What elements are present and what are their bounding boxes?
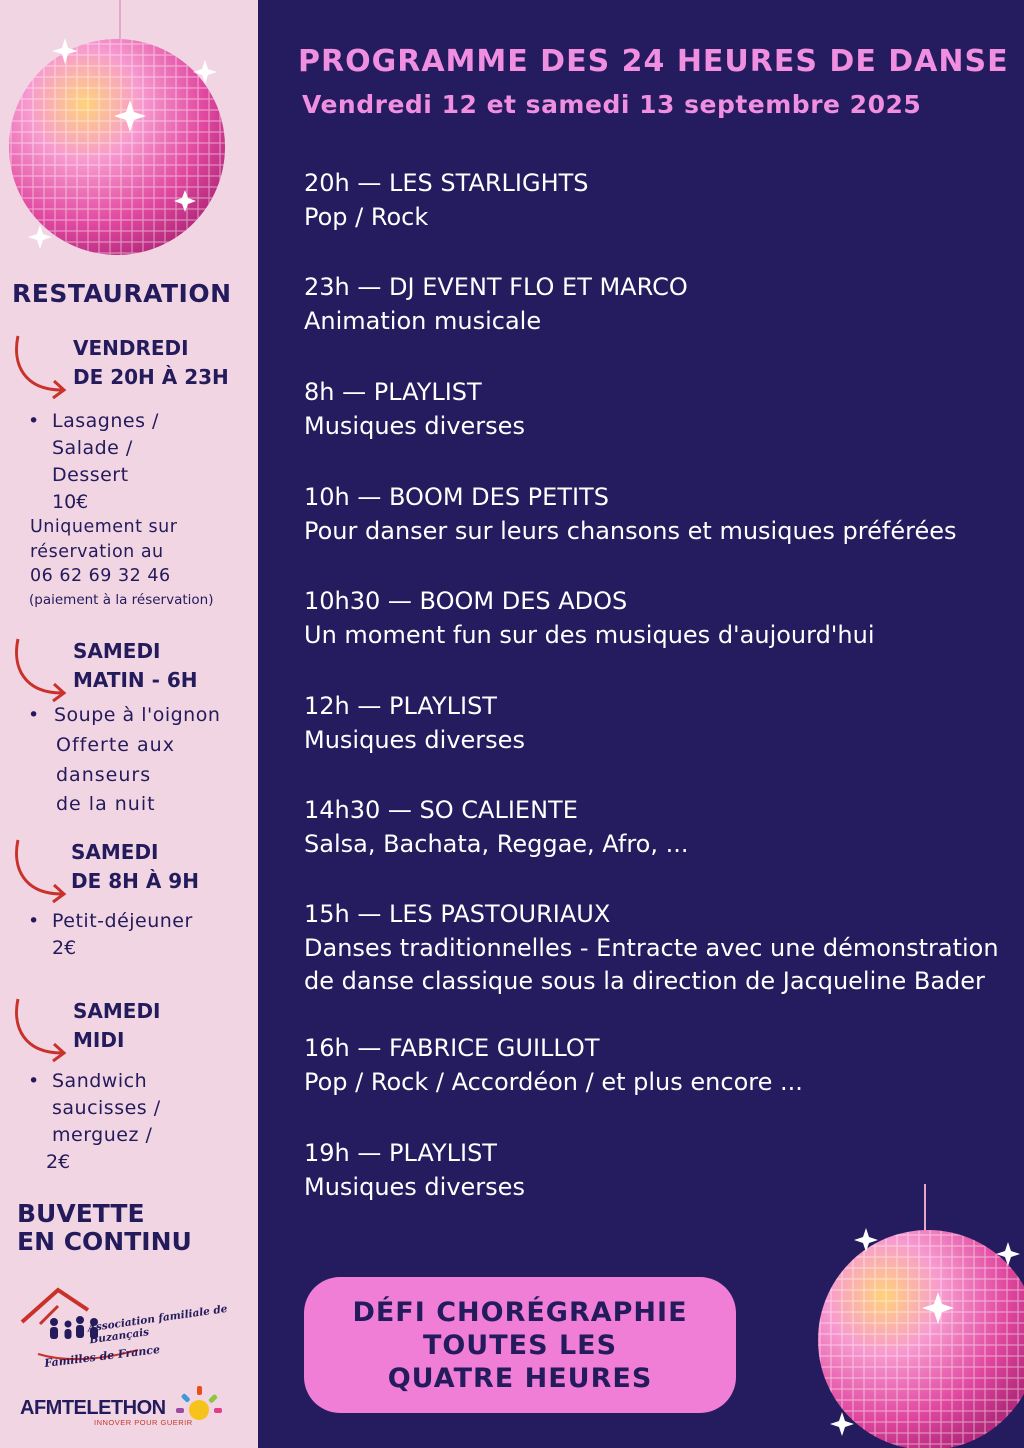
event-heading: 23h — DJ EVENT FLO ET MARCO bbox=[304, 273, 688, 301]
event-description: Animation musicale bbox=[304, 307, 542, 335]
resto-price: 10€ bbox=[52, 491, 89, 513]
assoc-tagline: Familles de France bbox=[43, 1342, 161, 1371]
resto-payment-note: (paiement à la réservation) bbox=[29, 592, 214, 608]
event-heading: 10h — BOOM DES PETITS bbox=[304, 483, 609, 511]
resto-offer: Offerte aux danseurs de la nuit bbox=[56, 734, 175, 815]
program-event bbox=[304, 1031, 803, 1099]
resto-price: 2€ bbox=[46, 1151, 71, 1173]
defi-choregraphie-banner bbox=[304, 1277, 736, 1413]
program-event bbox=[304, 897, 999, 998]
program-event bbox=[304, 166, 589, 234]
resto-day-label: SAMEDI MIDI bbox=[73, 999, 161, 1052]
resto-day-label: VENDREDI DE 20H À 23H bbox=[73, 336, 229, 389]
resto-day-label: SAMEDI MATIN - 6H bbox=[73, 639, 198, 692]
afm-sun-icon bbox=[176, 1384, 222, 1430]
event-description: Pop / Rock bbox=[304, 203, 429, 231]
event-description: Danses traditionnelles - Entracte avec une démonstration de danse classique sous la direction de Jacqueline Bader bbox=[304, 934, 999, 995]
event-heading: 8h — PLAYLIST bbox=[304, 378, 482, 406]
resto-price: 2€ bbox=[52, 937, 77, 959]
curved-arrow-icon bbox=[10, 997, 72, 1067]
curved-arrow-icon bbox=[10, 334, 72, 404]
event-description: Pop / Rock / Accordéon / et plus encore ... bbox=[304, 1068, 803, 1096]
event-heading: 10h30 — BOOM DES ADOS bbox=[304, 587, 628, 615]
event-description: Pour danser sur leurs chansons et musiques préférées bbox=[304, 517, 957, 545]
event-description: Musiques diverses bbox=[304, 1173, 525, 1201]
resto-item: Soupe à l'oignon bbox=[54, 704, 221, 726]
event-description: Musiques diverses bbox=[304, 726, 525, 754]
restauration-sidebar: RESTAURATION VENDREDI DE 20H À 23H • Lasagnes / Salade / Dessert 10€ Uniquement sur réservation au 06 62 69 32 46 (paiement à la réservation) SAMEDI MATIN - 6H • Soupe à l'oignon Offerte aux danseurs de la nuit SAMEDI DE 8H À 9H • Petit-déjeuner 2€ SAMEDI MIDI • Sandwich saucisses / merguez / 2€ BUVETTE EN CONTINU Association familiale de Buzançais Familles de France AFMTELETHON INNOVER POUR GUERIR bbox=[0, 0, 258, 1448]
event-heading: 16h — FABRICE GUILLOT bbox=[304, 1034, 600, 1062]
program-event bbox=[304, 584, 875, 652]
event-heading: 15h — LES PASTOURIAUX bbox=[304, 900, 611, 928]
event-description: Salsa, Bachata, Reggae, Afro, ... bbox=[304, 830, 689, 858]
disco-ball-icon bbox=[0, 0, 240, 268]
buvette-label: BUVETTE EN CONTINU bbox=[17, 1199, 192, 1256]
curved-arrow-icon bbox=[10, 838, 72, 908]
afm-tagline: INNOVER POUR GUERIR bbox=[94, 1418, 193, 1427]
disco-ball-icon bbox=[798, 1180, 1024, 1448]
resto-item: Petit-déjeuner bbox=[52, 910, 193, 932]
resto-reservation-note: Uniquement sur réservation au 06 62 69 32 46 bbox=[30, 517, 178, 586]
event-description: Musiques diverses bbox=[304, 412, 525, 440]
curved-arrow-icon bbox=[10, 637, 72, 707]
program-event bbox=[304, 480, 956, 548]
event-description: Un moment fun sur des musiques d'aujourd'hui bbox=[304, 621, 875, 649]
event-heading: 19h — PLAYLIST bbox=[304, 1139, 497, 1167]
resto-item: Lasagnes / Salade / Dessert bbox=[52, 410, 159, 486]
program-event bbox=[304, 793, 688, 861]
defi-text: DÉFI CHORÉGRAPHIE TOUTES LES QUATRE HEURES bbox=[352, 1296, 688, 1394]
program-event bbox=[304, 270, 688, 338]
program-event bbox=[304, 375, 525, 443]
program-dates: Vendredi 12 et samedi 13 septembre 2025 bbox=[302, 90, 922, 119]
program-title: PROGRAMME DES 24 HEURES DE DANSE bbox=[298, 44, 1009, 79]
event-heading: 14h30 — SO CALIENTE bbox=[304, 796, 578, 824]
program-panel bbox=[258, 0, 1024, 1448]
event-heading: 12h — PLAYLIST bbox=[304, 692, 497, 720]
assoc-name: Association familiale de Buzançais bbox=[87, 1302, 229, 1347]
resto-day-label: SAMEDI DE 8H À 9H bbox=[71, 840, 199, 893]
program-event bbox=[304, 689, 525, 757]
event-heading: 20h — LES STARLIGHTS bbox=[304, 169, 589, 197]
resto-item: Sandwich saucisses / merguez / bbox=[52, 1070, 161, 1146]
program-event bbox=[304, 1136, 525, 1204]
restauration-title: RESTAURATION bbox=[12, 279, 232, 308]
afm-telethon-logo: AFMTELETHON bbox=[20, 1397, 166, 1419]
